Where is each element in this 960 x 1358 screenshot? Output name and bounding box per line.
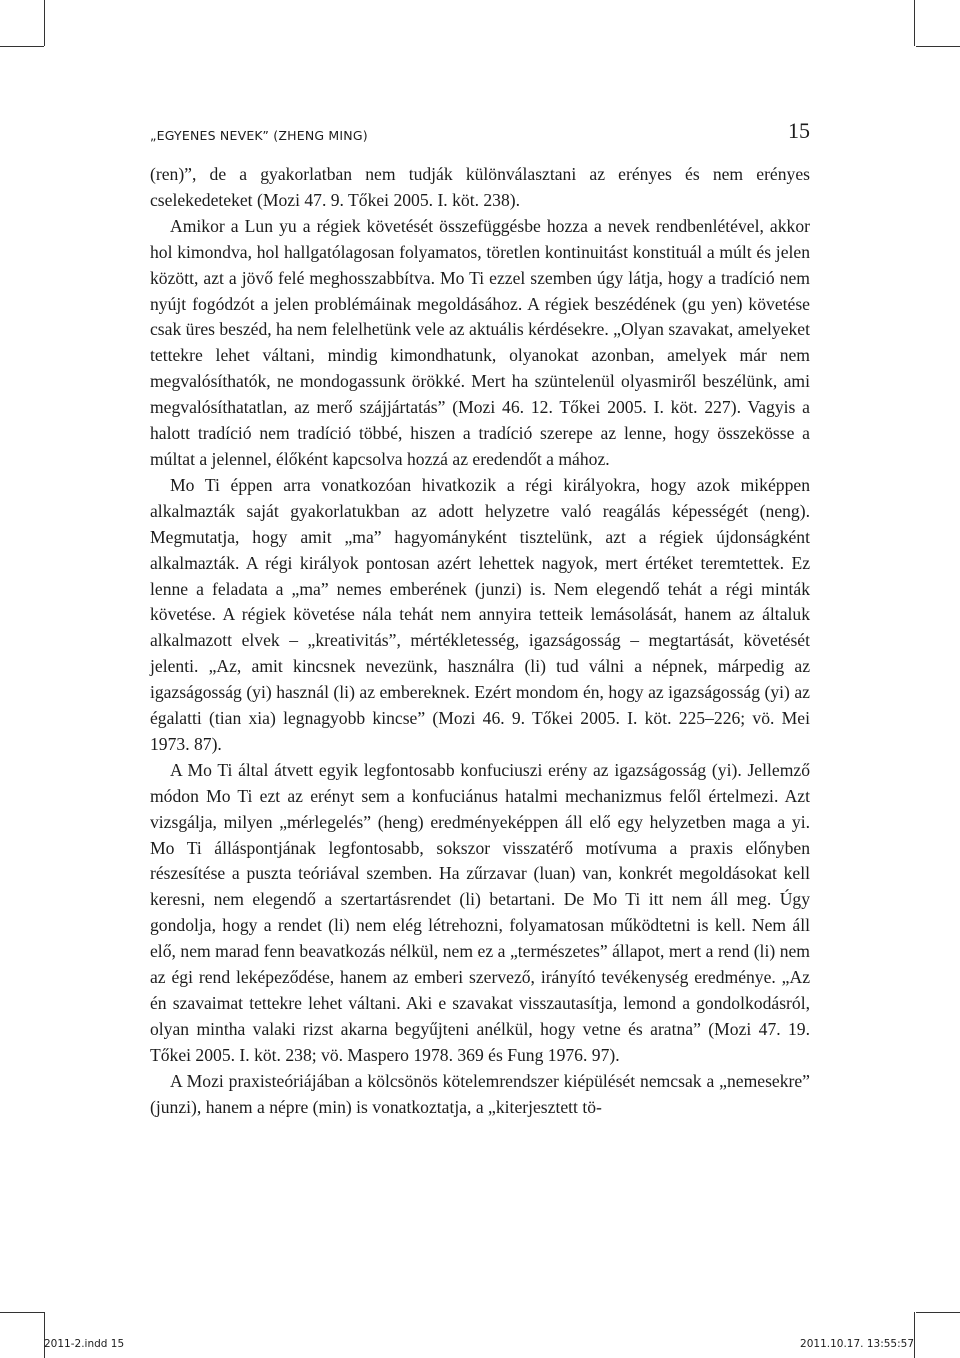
paragraph: A Mo Ti által átvett egyik legfontosabb konfuciuszi erény az igazságosság (yi). Jellemző módon Mo Ti ezt az erényt sem a konfuciánus hatalmi mechanizmus felől értelmezi. Azt vizsgálja, milyen „mérlegelés” (heng) eredményeképpen áll elő egy helyzetben maga a yi. Mo Ti álláspontjának legfontosabb, sokszor visszatérő motívuma a praxis előnyben részesítése a puszta teóriával szemben. Ha zűrzavar (luan) van, konkrét megoldásokat kell keresni, nem elegendő a szertartásrendet (li) betartani. De Mo Ti itt nem áll meg. Úgy gondolja, hogy a rendet (li) nem elég létrehozni, folyamatosan működtetni is kell. Nem áll elő, nem marad fenn beavatkozás nélkül, nem ez a „természetes” állapot, mert a rend (li) nem az égi rend leképeződése, hanem az emberi szervező, irányító tevékenység eredménye. „Az én szavaimat tettekre lehet váltani. Aki e szavakat visszautasítja, lemond a gondolkodásról, olyan mintha valaki rizst akarna begyűjteni anélkül, hogy vetne és aratna” (Mozi 47. 19. Tőkei 2005. I. köt. 238; vö. Maspero 1978. 369 és Fung 1976. 97). [150,759,810,1065]
crop-mark-bottom-right [914,1312,915,1358]
slug-date: 2011.10.17. 13:55:57 [800,1338,914,1350]
paragraph: Amikor a Lun yu a régiek követését összefüggésbe hozza a nevek rendbenlétével, akkor hol kimondva, hol hallgatólagosan folyamatos, töretlen kontinuitást konstituál a múlt és jelen között, azt a jövő felé meghosszabbítva. Mo Ti ezzel szemben úgy látja, hogy a tradíció nem nyújt fogódzót a jelen problémáinak megoldásához. A régiek beszédének (gu yen) követése csak üres beszéd, ha nem felelhetünk vele az aktuális kérdésekre. „Olyan szavakat, amelyeket tettekre lehet váltani, mindig kimondhatunk, olyanokat azonban, amelyek már nem megvalósíthatók, ne mondogassunk örökké. Mert ha szüntelenül olyasmiről beszélünk, ami megvalósíthatatlan, az merő szájjártatás” (Mozi 46. 12. Tőkei 2005. I. köt. 227). Vagyis a halott tradíció nem tradíció többé, hiszen a tradíció szerepe az lenne, hogy összekösse a múltat a jelennel, élőként kapcsolva hozzá az eredendőt a mához. [150,215,810,469]
page-number: 15 [788,118,810,143]
crop-mark-bottom-left [44,1312,45,1358]
crop-mark-top-left [44,0,45,46]
page-header [150,118,810,154]
crop-mark-top-left-h [0,46,44,47]
crop-mark-top-right [914,0,915,46]
crop-mark-top-right-h [916,46,960,47]
paragraph: (ren)”, de a gyakorlatban nem tudják különválasztani az erényes és nem erényes cselekedeteket (Mozi 47. 9. Tőkei 2005. I. köt. 238). [150,164,810,210]
running-title: „EGYENES NEVEK” (ZHENG MING) [150,128,368,143]
body-text [150,162,810,1121]
slug-file: 2011-2.indd 15 [44,1338,125,1350]
crop-mark-bottom-right-h [916,1312,960,1313]
crop-mark-bottom-left-h [0,1312,44,1313]
paragraph: A Mozi praxisteóriájában a kölcsönös kötelemrendszer kiépülését nemcsak a „nemesekre” (junzi), hanem a népre (min) is vonatkoztatja, a „kiterjesztett tö- [150,1070,810,1117]
paragraph: Mo Ti éppen arra vonatkozóan hivatkozik a régi királyokra, hogy azok miképpen alkalmazták saját gyakorlatukban az adott helyzetre való reagálás képességét (neng). Megmutatja, hogy amit „ma” hagyományként tisztelünk, azt a régiek újdonságként alkalmazták. A régi királyok pontosan azért lehettek nagyok, mert értéket teremtettek. Ez lenne a feladata a „ma” nemes emberének (junzi) is. Nem elegendő tehát a régi minták követése. A régiek követése nála tehát nem annyira tetteik lemásolását, hanem az általuk alkalmazott elvek – „kreativitás”, mértékletesség, igazságosság – megtartását, követését jelenti. „Az, amit kincsnek nevezünk, használra (li) tud válni a népnek, márpedig az igazságosság (yi) használ (li) az embereknek. Ezért mondom én, hogy az igazságosság (yi) az égalatti (tian xia) legnagyobb kincse” (Mozi 46. 9. Tőkei 2005. I. köt. 225–226; vö. Mei 1973. 87). [150,474,810,754]
